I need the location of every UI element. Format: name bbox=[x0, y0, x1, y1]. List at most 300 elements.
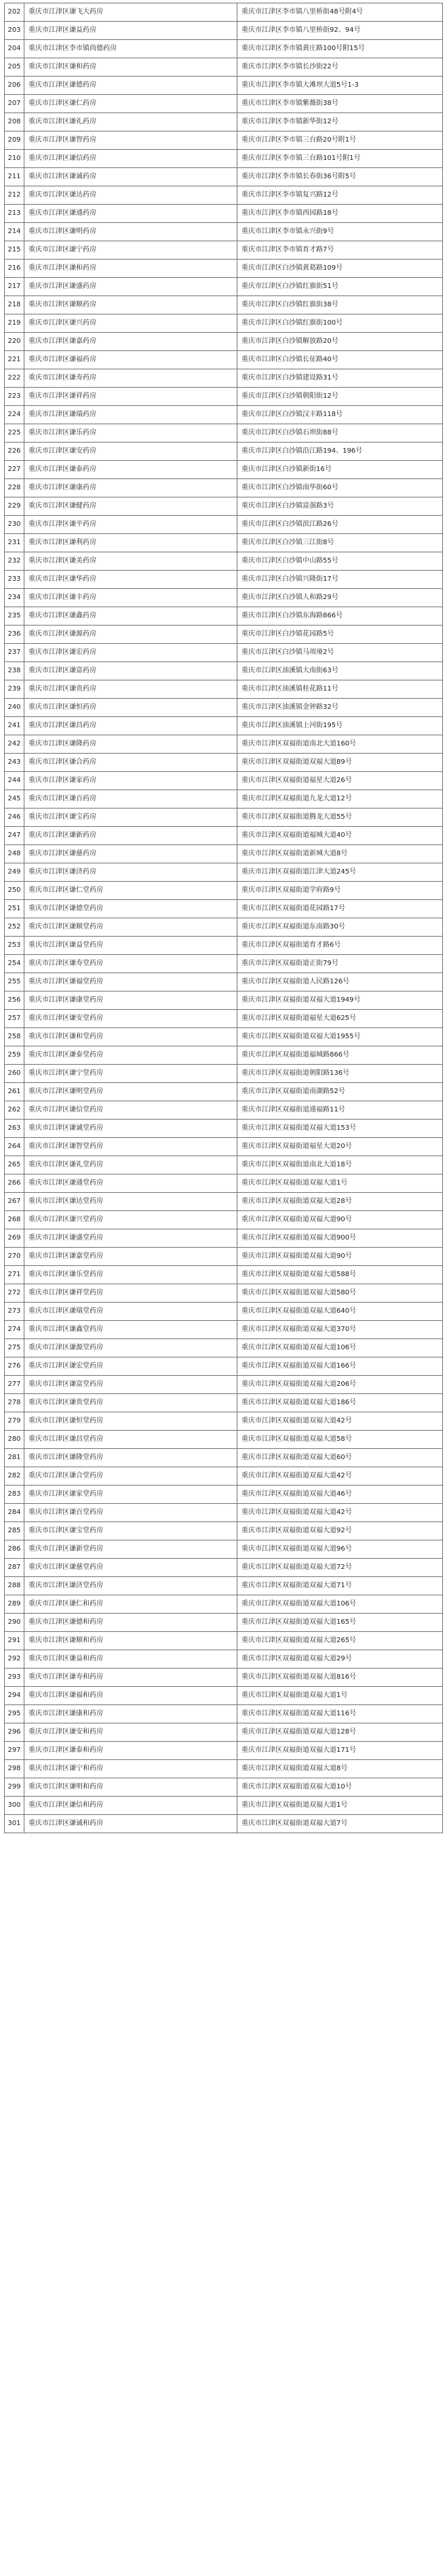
store-name-cell: 重庆市江津区谦和堂药房 bbox=[24, 1028, 237, 1046]
store-name-cell: 重庆市江津区谦瑞堂药房 bbox=[24, 1303, 237, 1321]
store-address-cell: 重庆市江津区双福街道双福大道42号 bbox=[237, 1504, 443, 1522]
row-number-cell: 209 bbox=[5, 131, 24, 150]
row-number-cell: 203 bbox=[5, 22, 24, 40]
store-name-cell: 重庆市江津区谦祥堂药房 bbox=[24, 1284, 237, 1303]
table-row bbox=[5, 1120, 443, 1138]
store-name-cell: 重庆市江津区谦鑫堂药房 bbox=[24, 1321, 237, 1339]
row-number-cell: 268 bbox=[5, 1211, 24, 1229]
store-name-cell: 重庆市江津区谦富堂药房 bbox=[24, 1376, 237, 1394]
store-address-cell: 重庆市江津区李市镇西园路18号 bbox=[237, 205, 443, 223]
store-name-cell: 重庆市江津区谦泰堂药房 bbox=[24, 1046, 237, 1065]
store-address-cell: 重庆市江津区白沙镇红旗街100号 bbox=[237, 314, 443, 333]
table-row bbox=[5, 1778, 443, 1797]
row-number-cell: 218 bbox=[5, 296, 24, 314]
store-address-cell: 重庆市江津区李市镇黄庄路100号附15号 bbox=[237, 40, 443, 58]
store-name-cell: 重庆市江津区谦礼堂药房 bbox=[24, 1156, 237, 1174]
store-name-cell: 重庆市江津区谦宏药房 bbox=[24, 644, 237, 662]
store-name-cell: 重庆市江津区谦济堂药房 bbox=[24, 1577, 237, 1595]
store-name-cell: 重庆市江津区谦宏堂药房 bbox=[24, 1357, 237, 1376]
row-number-cell: 214 bbox=[5, 223, 24, 241]
store-address-cell: 重庆市江津区白沙镇朝阳街12号 bbox=[237, 388, 443, 406]
store-address-cell: 重庆市江津区双福街道双福大道72号 bbox=[237, 1559, 443, 1577]
store-name-cell: 重庆市江津区谦康和药房 bbox=[24, 1705, 237, 1723]
pharmacy-table bbox=[4, 3, 443, 1833]
table-row bbox=[5, 1174, 443, 1193]
row-number-cell: 266 bbox=[5, 1174, 24, 1193]
store-name-cell: 重庆市江津区谦通堂药房 bbox=[24, 1174, 237, 1193]
store-name-cell: 重庆市江津区谦济药房 bbox=[24, 863, 237, 882]
store-name-cell: 重庆市江津区谦兴药房 bbox=[24, 314, 237, 333]
store-address-cell: 重庆市江津区双福街道双福大道7号 bbox=[237, 1815, 443, 1833]
store-address-cell: 重庆市江津区双福街道双福大道10号 bbox=[237, 1778, 443, 1797]
store-name-cell: 重庆市江津区谦仁和药房 bbox=[24, 1595, 237, 1614]
store-address-cell: 重庆市江津区双福街道双福大道186号 bbox=[237, 1394, 443, 1412]
table-row bbox=[5, 1577, 443, 1595]
table-row bbox=[5, 186, 443, 205]
table-row bbox=[5, 680, 443, 699]
store-address-cell: 重庆市江津区白沙镇中山路55号 bbox=[237, 552, 443, 571]
table-row bbox=[5, 351, 443, 369]
row-number-cell: 216 bbox=[5, 260, 24, 278]
table-row bbox=[5, 369, 443, 388]
table-row bbox=[5, 1467, 443, 1486]
row-number-cell: 239 bbox=[5, 680, 24, 699]
table-row bbox=[5, 845, 443, 863]
store-name-cell: 重庆市江津区谦顺和药房 bbox=[24, 1632, 237, 1650]
row-number-cell: 287 bbox=[5, 1559, 24, 1577]
row-number-cell: 219 bbox=[5, 314, 24, 333]
table-row bbox=[5, 589, 443, 607]
table-row bbox=[5, 717, 443, 735]
store-name-cell: 重庆市江津区谦合药房 bbox=[24, 754, 237, 772]
row-number-cell: 255 bbox=[5, 973, 24, 991]
store-address-cell: 重庆市江津区双福街道双福大道1949号 bbox=[237, 991, 443, 1010]
store-address-cell: 重庆市江津区双福街道双福大道816号 bbox=[237, 1669, 443, 1687]
table-row bbox=[5, 1101, 443, 1120]
store-address-cell: 重庆市江津区白沙镇滨江路26号 bbox=[237, 516, 443, 534]
store-name-cell: 重庆市江津区谦益药房 bbox=[24, 22, 237, 40]
store-address-cell: 重庆市江津区双福街道双福大道580号 bbox=[237, 1284, 443, 1303]
row-number-cell: 262 bbox=[5, 1101, 24, 1120]
row-number-cell: 223 bbox=[5, 388, 24, 406]
store-address-cell: 重庆市江津区双福街道双福大道28号 bbox=[237, 1193, 443, 1211]
table-row bbox=[5, 113, 443, 131]
table-row bbox=[5, 626, 443, 644]
row-number-cell: 282 bbox=[5, 1467, 24, 1486]
row-number-cell: 217 bbox=[5, 278, 24, 296]
store-name-cell: 重庆市江津区谦百堂药房 bbox=[24, 1504, 237, 1522]
store-address-cell: 重庆市江津区李市镇八里桥街92、94号 bbox=[237, 22, 443, 40]
store-name-cell: 重庆市江津区谦嘉药房 bbox=[24, 333, 237, 351]
store-name-cell: 重庆市江津区谦百药房 bbox=[24, 790, 237, 809]
row-number-cell: 269 bbox=[5, 1229, 24, 1248]
table-row bbox=[5, 1412, 443, 1431]
table-row bbox=[5, 1028, 443, 1046]
store-name-cell: 重庆市江津区谦通药房 bbox=[24, 205, 237, 223]
store-name-cell: 重庆市江津区谦富药房 bbox=[24, 662, 237, 680]
row-number-cell: 241 bbox=[5, 717, 24, 735]
table-row bbox=[5, 314, 443, 333]
store-name-cell: 重庆市江津区谦乐药房 bbox=[24, 424, 237, 443]
table-row bbox=[5, 1046, 443, 1065]
row-number-cell: 210 bbox=[5, 150, 24, 168]
store-name-cell: 重庆市江津区谦和药房 bbox=[24, 58, 237, 77]
store-address-cell: 重庆市江津区油溪镇桂花路11号 bbox=[237, 680, 443, 699]
row-number-cell: 285 bbox=[5, 1522, 24, 1540]
store-name-cell: 重庆市江津区谦仁药房 bbox=[24, 95, 237, 113]
store-address-cell: 重庆市江津区双福街道九龙大道12号 bbox=[237, 790, 443, 809]
store-name-cell: 重庆市江津区谦德和药房 bbox=[24, 1614, 237, 1632]
store-address-cell: 重庆市江津区双福街道双福大道128号 bbox=[237, 1723, 443, 1742]
row-number-cell: 252 bbox=[5, 918, 24, 937]
store-address-cell: 重庆市江津区油溪镇金钟路32号 bbox=[237, 699, 443, 717]
store-address-cell: 重庆市江津区双福街道育才路6号 bbox=[237, 937, 443, 955]
table-row bbox=[5, 461, 443, 479]
table-row bbox=[5, 754, 443, 772]
row-number-cell: 233 bbox=[5, 571, 24, 589]
table-row bbox=[5, 1193, 443, 1211]
row-number-cell: 283 bbox=[5, 1486, 24, 1504]
store-address-cell: 重庆市江津区双福街道正街79号 bbox=[237, 955, 443, 973]
store-name-cell: 重庆市江津区谦仁堂药房 bbox=[24, 882, 237, 900]
table-row bbox=[5, 1339, 443, 1357]
row-number-cell: 261 bbox=[5, 1083, 24, 1101]
store-name-cell: 重庆市江津区谦兴堂药房 bbox=[24, 1211, 237, 1229]
row-number-cell: 242 bbox=[5, 735, 24, 754]
store-address-cell: 重庆市江津区双福街道双福大道90号 bbox=[237, 1211, 443, 1229]
row-number-cell: 295 bbox=[5, 1705, 24, 1723]
store-name-cell: 重庆市江津区谦隆药房 bbox=[24, 735, 237, 754]
row-number-cell: 267 bbox=[5, 1193, 24, 1211]
row-number-cell: 240 bbox=[5, 699, 24, 717]
store-name-cell: 重庆市江津区谦宁和药房 bbox=[24, 1760, 237, 1778]
store-address-cell: 重庆市江津区双福街道双福大道588号 bbox=[237, 1266, 443, 1284]
store-name-cell: 重庆市江津区李市镇尚德药房 bbox=[24, 40, 237, 58]
table-row bbox=[5, 790, 443, 809]
store-name-cell: 重庆市江津区谦寿和药房 bbox=[24, 1669, 237, 1687]
table-row bbox=[5, 205, 443, 223]
row-number-cell: 298 bbox=[5, 1760, 24, 1778]
store-address-cell: 重庆市江津区双福街道福星大道625号 bbox=[237, 1010, 443, 1028]
table-row bbox=[5, 497, 443, 516]
store-name-cell: 重庆市江津区谦恒堂药房 bbox=[24, 1412, 237, 1431]
store-address-cell: 重庆市江津区白沙镇马项垭2号 bbox=[237, 644, 443, 662]
store-address-cell: 重庆市江津区双福街道双福大道46号 bbox=[237, 1486, 443, 1504]
table-row bbox=[5, 1815, 443, 1833]
row-number-cell: 225 bbox=[5, 424, 24, 443]
table-row bbox=[5, 662, 443, 680]
row-number-cell: 235 bbox=[5, 607, 24, 626]
row-number-cell: 238 bbox=[5, 662, 24, 680]
table-row bbox=[5, 882, 443, 900]
store-name-cell: 重庆市江津区谦益和药房 bbox=[24, 1650, 237, 1669]
row-number-cell: 224 bbox=[5, 406, 24, 424]
store-name-cell: 重庆市江津区谦泰和药房 bbox=[24, 1742, 237, 1760]
store-name-cell: 重庆市江津区谦康药房 bbox=[24, 479, 237, 497]
store-address-cell: 重庆市江津区李市镇复兴路12号 bbox=[237, 186, 443, 205]
store-address-cell: 重庆市江津区白沙镇红旗街38号 bbox=[237, 296, 443, 314]
store-address-cell: 重庆市江津区双福街道双福大道1号 bbox=[237, 1687, 443, 1705]
row-number-cell: 256 bbox=[5, 991, 24, 1010]
row-number-cell: 296 bbox=[5, 1723, 24, 1742]
row-number-cell: 270 bbox=[5, 1248, 24, 1266]
store-address-cell: 重庆市江津区双福街道福城路866号 bbox=[237, 1046, 443, 1065]
store-name-cell: 重庆市江津区谦瑞药房 bbox=[24, 406, 237, 424]
store-address-cell: 重庆市江津区双福街道双福大道1号 bbox=[237, 1174, 443, 1193]
store-address-cell: 重庆市江津区白沙镇解放路20号 bbox=[237, 333, 443, 351]
row-number-cell: 299 bbox=[5, 1778, 24, 1797]
store-name-cell: 重庆市江津区谦贵堂药房 bbox=[24, 1394, 237, 1412]
table-row bbox=[5, 1156, 443, 1174]
store-address-cell: 重庆市江津区白沙镇花园路5号 bbox=[237, 626, 443, 644]
store-name-cell: 重庆市江津区谦诚堂药房 bbox=[24, 1120, 237, 1138]
table-row bbox=[5, 516, 443, 534]
store-name-cell: 重庆市江津区谦诚和药房 bbox=[24, 1815, 237, 1833]
store-address-cell: 重庆市江津区双福街道双福大道370号 bbox=[237, 1321, 443, 1339]
row-number-cell: 245 bbox=[5, 790, 24, 809]
store-name-cell: 重庆市江津区谦宝堂药房 bbox=[24, 1522, 237, 1540]
table-row bbox=[5, 1248, 443, 1266]
store-name-cell: 重庆市江津区谦乐堂药房 bbox=[24, 1266, 237, 1284]
store-address-cell: 重庆市江津区双福街道新城大道8号 bbox=[237, 845, 443, 863]
store-address-cell: 重庆市江津区双福街道双福大道8号 bbox=[237, 1760, 443, 1778]
store-address-cell: 重庆市江津区双福街道学府路9号 bbox=[237, 882, 443, 900]
store-name-cell: 重庆市江津区谦隆堂药房 bbox=[24, 1449, 237, 1467]
store-name-cell: 重庆市江津区谦康堂药房 bbox=[24, 991, 237, 1010]
store-address-cell: 重庆市江津区白沙镇长征路40号 bbox=[237, 351, 443, 369]
store-address-cell: 重庆市江津区双福街道江津大道245号 bbox=[237, 863, 443, 882]
store-name-cell: 重庆市江津区谦新堂药房 bbox=[24, 1540, 237, 1559]
store-address-cell: 重庆市江津区双福街道福星大道26号 bbox=[237, 772, 443, 790]
row-number-cell: 213 bbox=[5, 205, 24, 223]
table-row bbox=[5, 827, 443, 845]
table-row bbox=[5, 552, 443, 571]
store-name-cell: 重庆市江津区谦家堂药房 bbox=[24, 1486, 237, 1504]
store-name-cell: 重庆市江津区谦源药房 bbox=[24, 626, 237, 644]
table-row bbox=[5, 900, 443, 918]
table-row bbox=[5, 424, 443, 443]
store-address-cell: 重庆市江津区白沙镇石坝街88号 bbox=[237, 424, 443, 443]
store-address-cell: 重庆市江津区双福街道双福大道1号 bbox=[237, 1797, 443, 1815]
store-address-cell: 重庆市江津区双福街道双福大道29号 bbox=[237, 1650, 443, 1669]
store-name-cell: 重庆市江津区谦达药房 bbox=[24, 186, 237, 205]
table-row bbox=[5, 809, 443, 827]
store-name-cell: 重庆市江津区谦益堂药房 bbox=[24, 937, 237, 955]
store-address-cell: 重庆市江津区双福街道东南路30号 bbox=[237, 918, 443, 937]
store-name-cell: 重庆市江津区谦盛堂药房 bbox=[24, 1229, 237, 1248]
table-row bbox=[5, 1504, 443, 1522]
store-name-cell: 重庆市江津区谦新药房 bbox=[24, 827, 237, 845]
store-name-cell: 重庆市江津区谦顺药房 bbox=[24, 296, 237, 314]
table-row bbox=[5, 735, 443, 754]
row-number-cell: 274 bbox=[5, 1321, 24, 1339]
store-name-cell: 重庆市江津区谦和药房 bbox=[24, 260, 237, 278]
store-address-cell: 重庆市江津区双福街道双福大道206号 bbox=[237, 1376, 443, 1394]
table-row bbox=[5, 1723, 443, 1742]
table-row bbox=[5, 1760, 443, 1778]
table-row bbox=[5, 1705, 443, 1723]
store-address-cell: 重庆市江津区李市镇育才路7号 bbox=[237, 241, 443, 260]
row-number-cell: 251 bbox=[5, 900, 24, 918]
row-number-cell: 272 bbox=[5, 1284, 24, 1303]
row-number-cell: 277 bbox=[5, 1376, 24, 1394]
store-name-cell: 重庆市江津区谦顺堂药房 bbox=[24, 918, 237, 937]
table-row bbox=[5, 1540, 443, 1559]
table-row bbox=[5, 388, 443, 406]
store-name-cell: 重庆市江津区谦安堂药房 bbox=[24, 1010, 237, 1028]
row-number-cell: 236 bbox=[5, 626, 24, 644]
store-name-cell: 重庆市江津区谦宁堂药房 bbox=[24, 1065, 237, 1083]
store-address-cell: 重庆市江津区李市镇三台路20号附1号 bbox=[237, 131, 443, 150]
row-number-cell: 237 bbox=[5, 644, 24, 662]
store-name-cell: 重庆市江津区谦利药房 bbox=[24, 534, 237, 552]
store-name-cell: 重庆市江津区谦平药房 bbox=[24, 516, 237, 534]
store-address-cell: 重庆市江津区双福街道双福大道640号 bbox=[237, 1303, 443, 1321]
store-address-cell: 重庆市江津区双福街道南北大道160号 bbox=[237, 735, 443, 754]
row-number-cell: 258 bbox=[5, 1028, 24, 1046]
store-name-cell: 重庆市江津区谦丰药房 bbox=[24, 589, 237, 607]
row-number-cell: 220 bbox=[5, 333, 24, 351]
row-number-cell: 259 bbox=[5, 1046, 24, 1065]
store-name-cell: 重庆市江津区谦信药房 bbox=[24, 150, 237, 168]
table-row bbox=[5, 1138, 443, 1156]
row-number-cell: 293 bbox=[5, 1669, 24, 1687]
store-address-cell: 重庆市江津区双福街道双福大道90号 bbox=[237, 1248, 443, 1266]
store-address-cell: 重庆市江津区双福街道双福大道166号 bbox=[237, 1357, 443, 1376]
row-number-cell: 227 bbox=[5, 461, 24, 479]
row-number-cell: 276 bbox=[5, 1357, 24, 1376]
table-row bbox=[5, 1522, 443, 1540]
store-address-cell: 重庆市江津区双福街道双福大道1955号 bbox=[237, 1028, 443, 1046]
store-address-cell: 重庆市江津区双福街道双福大道265号 bbox=[237, 1632, 443, 1650]
row-number-cell: 226 bbox=[5, 443, 24, 461]
table-row bbox=[5, 918, 443, 937]
row-number-cell: 279 bbox=[5, 1412, 24, 1431]
table-row bbox=[5, 1595, 443, 1614]
row-number-cell: 206 bbox=[5, 77, 24, 95]
row-number-cell: 271 bbox=[5, 1266, 24, 1284]
store-address-cell: 重庆市江津区双福街道福城大道40号 bbox=[237, 827, 443, 845]
store-name-cell: 重庆市江津区谦华药房 bbox=[24, 571, 237, 589]
store-name-cell: 重庆市江津区谦慈堂药房 bbox=[24, 1559, 237, 1577]
store-name-cell: 重庆市江津区谦源堂药房 bbox=[24, 1339, 237, 1357]
row-number-cell: 232 bbox=[5, 552, 24, 571]
row-number-cell: 300 bbox=[5, 1797, 24, 1815]
table-row bbox=[5, 1632, 443, 1650]
table-row bbox=[5, 168, 443, 186]
row-number-cell: 249 bbox=[5, 863, 24, 882]
store-address-cell: 重庆市江津区白沙镇红旗街51号 bbox=[237, 278, 443, 296]
store-address-cell: 重庆市江津区李市镇紫薇街38号 bbox=[237, 95, 443, 113]
store-address-cell: 重庆市江津区双福街道双福大道42号 bbox=[237, 1467, 443, 1486]
store-address-cell: 重庆市江津区李市镇长沙街22号 bbox=[237, 58, 443, 77]
table-row bbox=[5, 479, 443, 497]
row-number-cell: 229 bbox=[5, 497, 24, 516]
table-row bbox=[5, 58, 443, 77]
store-address-cell: 重庆市江津区双福街道腾龙大道55号 bbox=[237, 809, 443, 827]
row-number-cell: 260 bbox=[5, 1065, 24, 1083]
table-row bbox=[5, 534, 443, 552]
store-address-cell: 重庆市江津区双福街道双福大道153号 bbox=[237, 1120, 443, 1138]
table-row bbox=[5, 607, 443, 626]
table-row bbox=[5, 40, 443, 58]
row-number-cell: 253 bbox=[5, 937, 24, 955]
store-name-cell: 重庆市江津区谦安药房 bbox=[24, 443, 237, 461]
table-row bbox=[5, 3, 443, 22]
table-row bbox=[5, 571, 443, 589]
table-row bbox=[5, 1431, 443, 1449]
store-name-cell: 重庆市江津区谦贵药房 bbox=[24, 680, 237, 699]
store-address-cell: 重庆市江津区双福街道双福大道89号 bbox=[237, 754, 443, 772]
store-address-cell: 重庆市江津区李市镇新华街12号 bbox=[237, 113, 443, 131]
store-name-cell: 重庆市江津区谦宝药房 bbox=[24, 809, 237, 827]
table-row bbox=[5, 973, 443, 991]
store-name-cell: 重庆市江津区谦寿药房 bbox=[24, 369, 237, 388]
row-number-cell: 230 bbox=[5, 516, 24, 534]
row-number-cell: 289 bbox=[5, 1595, 24, 1614]
table-row bbox=[5, 1266, 443, 1284]
row-number-cell: 264 bbox=[5, 1138, 24, 1156]
store-name-cell: 重庆市江津区谦明堂药房 bbox=[24, 1083, 237, 1101]
table-row bbox=[5, 1083, 443, 1101]
row-number-cell: 221 bbox=[5, 351, 24, 369]
table-row bbox=[5, 77, 443, 95]
store-address-cell: 重庆市江津区双福街道双福大道116号 bbox=[237, 1705, 443, 1723]
store-address-cell: 重庆市江津区双福街道朝阳路136号 bbox=[237, 1065, 443, 1083]
store-address-cell: 重庆市江津区白沙镇汉丰路118号 bbox=[237, 406, 443, 424]
store-address-cell: 重庆市江津区白沙镇人和路29号 bbox=[237, 589, 443, 607]
pharmacy-table-body bbox=[5, 3, 443, 1833]
store-name-cell: 重庆市江津区谦昌药房 bbox=[24, 717, 237, 735]
store-name-cell: 重庆市江津区谦寿堂药房 bbox=[24, 955, 237, 973]
store-name-cell: 重庆市江津区谦合堂药房 bbox=[24, 1467, 237, 1486]
store-address-cell: 重庆市江津区双福街道双福大道171号 bbox=[237, 1742, 443, 1760]
row-number-cell: 291 bbox=[5, 1632, 24, 1650]
store-address-cell: 重庆市江津区白沙镇三江街8号 bbox=[237, 534, 443, 552]
row-number-cell: 211 bbox=[5, 168, 24, 186]
store-address-cell: 重庆市江津区白沙镇兴隆街17号 bbox=[237, 571, 443, 589]
row-number-cell: 248 bbox=[5, 845, 24, 863]
store-address-cell: 重庆市江津区李市镇三台路101号附1号 bbox=[237, 150, 443, 168]
store-name-cell: 重庆市江津区谦信堂药房 bbox=[24, 1101, 237, 1120]
row-number-cell: 281 bbox=[5, 1449, 24, 1467]
store-name-cell: 重庆市江津区谦达堂药房 bbox=[24, 1193, 237, 1211]
row-number-cell: 278 bbox=[5, 1394, 24, 1412]
table-row bbox=[5, 260, 443, 278]
table-row bbox=[5, 1650, 443, 1669]
store-name-cell: 重庆市江津区谦昌堂药房 bbox=[24, 1431, 237, 1449]
table-row bbox=[5, 241, 443, 260]
table-row bbox=[5, 863, 443, 882]
store-name-cell: 重庆市江津区谦美药房 bbox=[24, 552, 237, 571]
row-number-cell: 265 bbox=[5, 1156, 24, 1174]
store-address-cell: 重庆市江津区双福街道双福大道165号 bbox=[237, 1614, 443, 1632]
table-row bbox=[5, 278, 443, 296]
store-address-cell: 重庆市江津区双福街道花园路17号 bbox=[237, 900, 443, 918]
store-name-cell: 重庆市江津区谦诚药房 bbox=[24, 168, 237, 186]
store-name-cell: 重庆市江津区谦泰药房 bbox=[24, 461, 237, 479]
store-address-cell: 重庆市江津区双福街道双福大道96号 bbox=[237, 1540, 443, 1559]
store-address-cell: 重庆市江津区双福街道双福大道900号 bbox=[237, 1229, 443, 1248]
table-row bbox=[5, 1797, 443, 1815]
table-row bbox=[5, 955, 443, 973]
store-address-cell: 重庆市江津区白沙镇南华街60号 bbox=[237, 479, 443, 497]
store-address-cell: 重庆市江津区双福街道通福路11号 bbox=[237, 1101, 443, 1120]
store-name-cell: 重庆市江津区谦慈药房 bbox=[24, 845, 237, 863]
table-row bbox=[5, 22, 443, 40]
table-row bbox=[5, 95, 443, 113]
store-address-cell: 重庆市江津区白沙镇东海路866号 bbox=[237, 607, 443, 626]
